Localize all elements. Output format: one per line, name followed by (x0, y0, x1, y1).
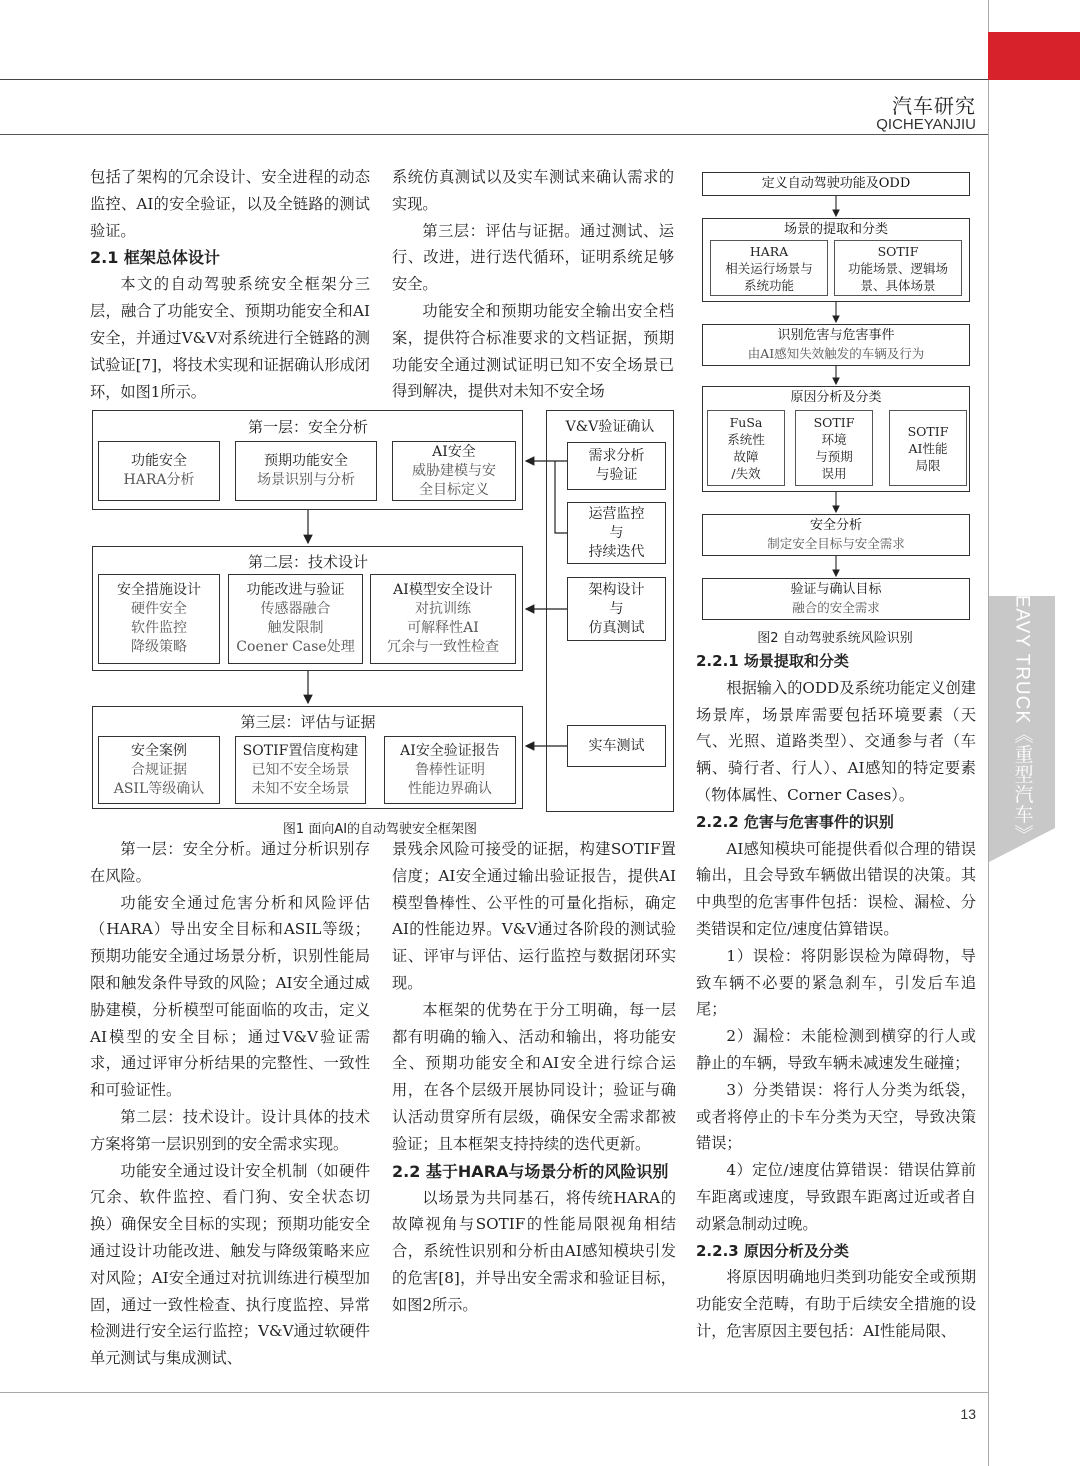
box-line: AI模型安全设计 (393, 582, 493, 598)
box-line: 全目标定义 (419, 481, 489, 498)
vv-title: V&V验证确认 (565, 419, 655, 435)
box-line: 架构设计 (588, 581, 645, 598)
box-line: 已知不安全场景 (251, 761, 350, 778)
box-line: 故障 (733, 449, 759, 464)
box-line: 运营监控 (588, 505, 645, 522)
magazine-title: 汽车研究 (892, 94, 976, 118)
box-line: 场景识别与分析 (257, 472, 355, 488)
f2-step5-title: 安全分析 (809, 518, 862, 533)
box-line: 与预期 (815, 449, 853, 464)
paragraph: 将原因明确地归类到功能安全或预期功能安全范畴，有助于后续安全措施的设计，危害原因主要包括：AI性能局限、 (696, 1268, 976, 1340)
f2-step3-sub: 由AI感知失效触发的车辆及行为 (747, 346, 925, 361)
box-line: 系统性 (727, 432, 765, 447)
box-line: 软件监控 (131, 620, 187, 636)
box-line: 传感器融合 (260, 601, 331, 617)
box-line: 安全措施设计 (117, 582, 201, 598)
box-line: 合规证据 (131, 761, 187, 778)
box-line: 功能改进与验证 (246, 582, 345, 598)
box-line: 系统功能 (743, 277, 794, 293)
box-line: 威胁建模与安 (412, 462, 496, 479)
box-line: 相关运行场景与 (725, 260, 813, 276)
paragraph: 第三层：评估与证据。通过测试、运行、改进，进行迭代循环，证明系统足够安全。 (392, 221, 674, 294)
paragraph: 第二层：技术设计。设计具体的技术方案将第一层识别到的安全需求实现。 (90, 1107, 370, 1153)
side-tab-text: HEAVY TRUCK《重型汽车》 (1011, 579, 1033, 845)
layer1-title: 第一层：安全分析 (247, 418, 368, 436)
box-line: HARA分析 (123, 472, 195, 488)
paragraph: 功能安全通过危害分析和风险评估（HARA）导出安全目标和ASIL等级；预期功能安全通过场景分析，识别性能局限和触发条件导致的风险；AI安全通过威胁建模，分析模型可能面临的攻击，定义AI模型的安全目标；通过V&V验证需求，通过评审分析结果的完整性、一致性和可验证性。 (90, 893, 370, 1100)
box-line: AI安全验证报告 (400, 742, 500, 759)
paragraph: AI感知模块可能提供看似合理的错误输出，且会导致车辆做出错误的决策。其中典型的危害事件包括：误检、漏检、分类错误和定位/速度估算错误。 (696, 839, 976, 938)
paragraph: 功能安全和预期功能安全输出安全档案，提供符合标准要求的文档证据，预期功能安全通过测试证明已知不安全场景已得到解决，提供对未知不安全场 (392, 301, 674, 401)
layer2-title: 第二层：技术设计 (247, 553, 368, 571)
box-line: SOTIF (813, 415, 855, 430)
paragraph: 3）分类错误：将行人分类为纸袋，或者将停止的卡车分类为天空，导致决策错误； (696, 1080, 976, 1153)
box-line: 预期功能安全 (264, 453, 348, 469)
box-line: 降级策略 (131, 639, 187, 655)
paragraph: 1）误检：将阴影误检为障碍物，导致车辆不必要的紧急刹车，引发后车追尾； (696, 946, 976, 1019)
f2-step2-title: 场景的提取和分类 (783, 222, 888, 237)
column-2-bottom (392, 836, 676, 1319)
section-heading: 2.2 基于HARA与场景分析的风险识别 (392, 1161, 669, 1181)
paragraph: 功能安全通过设计安全机制（如硬件冗余、软件监控、看门狗、安全状态切换）确保安全目标的实现；预期功能安全通过设计功能改进、触发与降级策略来应对风险；AI安全通过对抗训练进行模型加固，通过一致性检查、执行度监控、异常检测进行安全运行监控；V&V通过软硬件单元测试与集成测试、 (90, 1161, 370, 1368)
box-line: 与 (609, 524, 624, 541)
box-line: 仿真测试 (588, 619, 645, 636)
f2-step6-sub: 融合的安全需求 (792, 600, 880, 615)
paragraph: 以场景为共同基石，将传统HARA的故障视角与SOTIF的性能局限视角相结合，系统性识别和分析由AI感知模块引发的危害[8]，并导出安全需求和验证目标，如图2所示。 (392, 1188, 676, 1314)
box-line: SOTIF (907, 423, 949, 439)
section-heading: 2.2.3 原因分析及分类 (696, 1241, 849, 1260)
magazine-title-en: QICHEYANJIU (876, 116, 976, 133)
paragraph: 系统仿真测试以及实车测试来确认需求的实现。 (392, 168, 674, 213)
box-line: 未知不安全场景 (251, 780, 350, 797)
box-line: 硬件安全 (131, 601, 187, 617)
paragraph: 本框架的优势在于分工明确，每一层都有明确的输入、活动和输出，将功能安全、预期功能安全和AI安全进行综合运用，在各个层级开展协同设计；验证与确认活动贯穿所有层级，确保安全需求都被验证；且本框架支持持续的迭代更新。 (392, 1000, 676, 1153)
section-heading: 2.2.1 场景提取和分类 (696, 652, 849, 670)
box-line: AI性能 (908, 440, 948, 456)
f2-step3-title: 识别危害与危害事件 (777, 328, 895, 343)
column-1-bottom (90, 836, 370, 1372)
box-line: /失效 (731, 466, 761, 481)
box-line: 冗余与一致性检查 (387, 639, 499, 655)
column-3 (696, 648, 976, 1345)
box-line: 对抗训练 (415, 601, 471, 617)
paragraph: 第一层：安全分析。通过分析识别存在风险。 (90, 840, 370, 885)
box-line: 需求分析 (588, 448, 645, 464)
box-line: SOTIF置信度构建 (242, 742, 359, 759)
box-line: 局限 (915, 457, 941, 473)
box-line: 环境 (821, 432, 847, 447)
box-line: 触发限制 (267, 620, 324, 636)
f2-step6-title: 验证与确认目标 (790, 582, 882, 597)
figure-2-caption: 图2 自动驾驶系统风险识别 (757, 631, 913, 646)
box-line: SOTIF (877, 243, 919, 259)
box-line: 景、具体场景 (860, 277, 936, 293)
box-line: Coener Case处理 (236, 639, 355, 655)
f2-step1-label: 定义自动驾驶功能及ODD (761, 176, 911, 191)
paragraph: 包括了架构的冗余设计、安全进程的动态监控、AI的安全验证，以及全链路的测试验证。 (90, 168, 370, 240)
paragraph: 根据输入的ODD及系统功能定义创建场景库，场景库需要包括环境要素（天气、光照、道路类型）、交通参与者（车辆、骑行者、行人）、AI感知的特定要素（物体属性、Corner Cases）。 (696, 678, 976, 804)
box-line: 鲁棒性证明 (415, 761, 485, 778)
box-line: 性能边界确认 (408, 780, 492, 797)
box-line: 误用 (821, 466, 847, 481)
paragraph: 2）漏检：未能检测到横穿的行人或静止的车辆，导致车辆未减速发生碰撞； (696, 1027, 976, 1072)
box-line: HARA (749, 243, 789, 259)
box-line: FuSa (729, 415, 763, 430)
page-number: 13 (960, 1406, 976, 1422)
f2-step5-sub: 制定安全目标与安全需求 (767, 536, 905, 551)
section-heading: 2.2.2 危害与危害事件的识别 (696, 812, 894, 831)
layer3-title: 第三层：评估与证据 (240, 713, 376, 731)
box-line: 可解释性AI (407, 620, 479, 636)
box-line: 功能场景、逻辑场 (847, 260, 948, 276)
box-line: 安全案例 (131, 742, 187, 759)
section-heading: 2.1 框架总体设计 (90, 248, 220, 268)
box-line: 实车测试 (588, 737, 645, 754)
box-line: 持续迭代 (588, 543, 645, 560)
paragraph: 景残余风险可接受的证据，构建SOTIF置信度；AI安全通过输出验证报告，提供AI模型鲁棒性、公平性的可量化指标，确定AI的性能边界。V&V通过各阶段的测试验证、评审与评估、运行监控与数据闭环实现。 (392, 840, 676, 992)
box-line: 功能安全 (131, 453, 187, 469)
box-line: AI安全 (432, 443, 476, 460)
f2-step4-title: 原因分析及分类 (790, 390, 882, 405)
box-line: ASIL等级确认 (113, 780, 205, 797)
paragraph: 4）定位/速度估算错误：错误估算前车距离或速度，导致跟车距离过近或者自动紧急制动过晚。 (696, 1161, 976, 1233)
box-line: 与验证 (595, 467, 638, 483)
paragraph: 本文的自动驾驶系统安全框架分三层，融合了功能安全、预期功能安全和AI安全，并通过V&V对系统进行全链路的测试验证[7]，将技术实现和证据确认形成闭环，如图1所示。 (90, 275, 370, 401)
box-line: 与 (609, 600, 624, 617)
figure-1-caption: 图1 面向AI的自动驾驶安全框架图 (282, 822, 478, 837)
